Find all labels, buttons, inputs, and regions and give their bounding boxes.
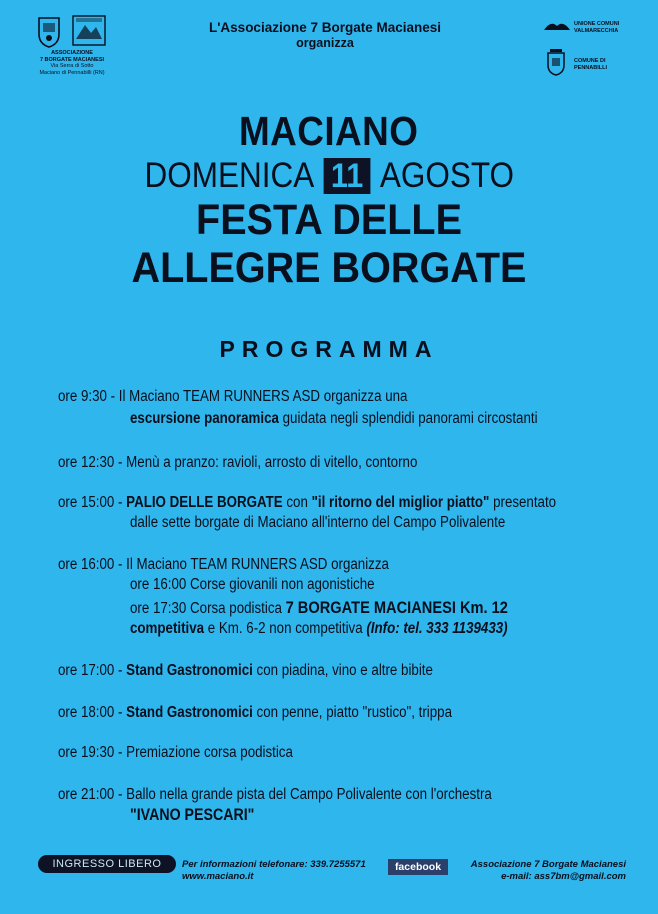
header-organizer: L'Associazione 7 Borgate Macianesi organizza [208,20,442,50]
unione-comuni-logo [543,18,571,32]
program-heading: PROGRAMMA [219,336,439,362]
unione-comuni-label: UNIONE COMUNI VALMARECCHIA [574,21,620,34]
program-line-2100: ore 21:00 - Ballo nella grande pista del Campo Polivalente con l'orchestra [58,786,492,803]
program-line-1730: ore 17:30 Corsa podistica 7 BORGATE MACIANESI Km. 12 [130,598,508,617]
event-title: FESTA DELLE ALLEGRE BORGATE [131,196,527,292]
program-line-1230: ore 12:30 - Menù a pranzo: ravioli, arrosto di vitello, contorno [58,454,418,471]
program-line-1700: ore 17:00 - Stand Gastronomici con piadina, vino e altre bibite [58,662,433,679]
free-entry-badge: INGRESSO LIBERO [38,855,176,873]
program-line-1500-cont: dalle sette borgate di Maciano all'interno del Campo Polivalente [130,514,506,531]
program-line-1800: ore 18:00 - Stand Gastronomici con penne, piatto "rustico", trippa [58,704,453,721]
program-line-0930-cont: escursione panoramica guidata negli splendidi panorami circostanti [130,410,538,427]
facebook-badge[interactable]: facebook [388,859,448,875]
program-line-0930: ore 9:30 - Il Maciano TEAM RUNNERS ASD organizza una [58,388,408,405]
pennabilli-crest-icon [545,48,567,76]
association-crest-logo [36,14,62,48]
email-link[interactable]: e-mail: ass7bm@gmail.com [501,871,626,882]
day-number-badge: 11 [323,158,370,194]
program-line-1930: ore 19:30 - Premiazione corsa podistica [58,744,293,761]
program-line-1600: ore 16:00 - Il Maciano TEAM RUNNERS ASD organizza [58,556,389,573]
runners-logo [72,15,106,46]
footer-contacts-left: Per informazioni telefonare: 339.7255571 www.maciano.it [182,859,366,882]
place-title: MACIANO [239,108,419,154]
program-line-1500: ore 15:00 - PALIO DELLE BORGATE con "il ritorno del miglior piatto" presentato [58,494,557,511]
date-line: DOMENICA 11 AGOSTO [144,156,514,195]
pennabilli-label: COMUNE DI PENNABILLI [574,58,607,71]
association-address: ASSOCIAZIONE 7 BORGATE MACIANESI Via Serra di Sotto Maciano di Pennabilli (RN) [39,50,105,76]
website-link[interactable]: www.maciano.it [182,871,254,882]
program-line-1600-youth: ore 16:00 Corse giovanili non agonistiche [130,576,375,593]
program-line-2100-cont: "IVANO PESCARI" [130,806,255,824]
program-line-1730-cont: competitiva e Km. 6-2 non competitiva (Info: tel. 333 1139433) [130,620,508,637]
footer-contacts-right: Associazione 7 Borgate Macianesi e-mail: ass7bm@gmail.com [454,859,626,883]
